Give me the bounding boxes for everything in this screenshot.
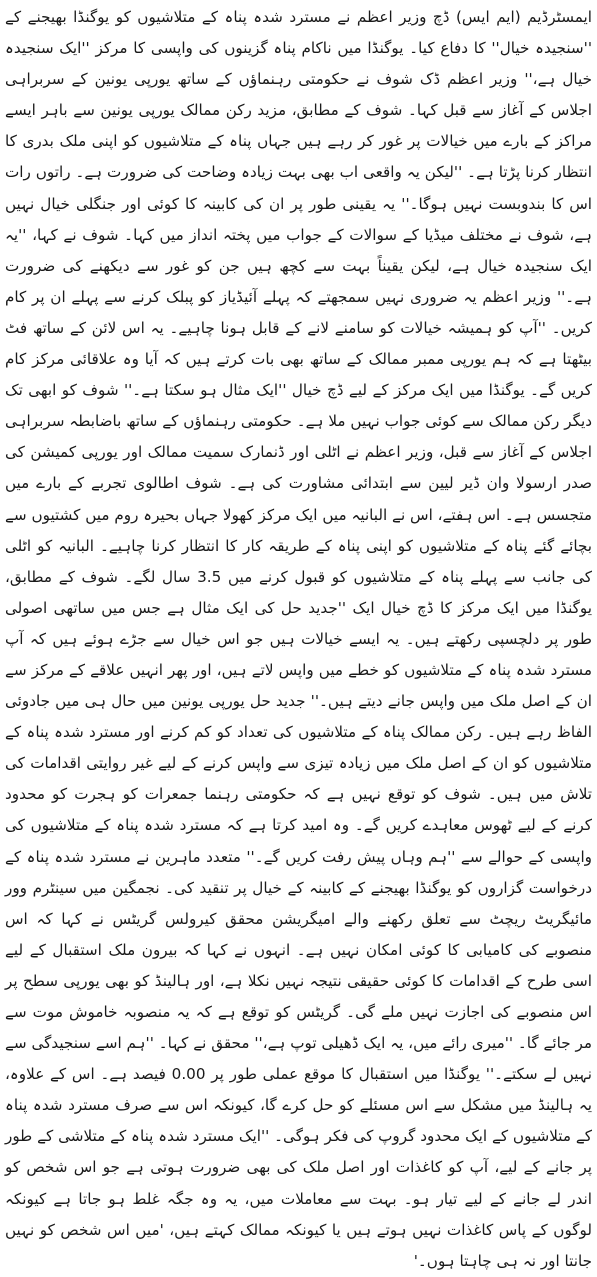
- article-body: ایمسٹرڈیم (ایم ایس) ڈچ وزیر اعظم نے مسترد شدہ پناہ کے متلاشیوں کو یوگنڈا بھیجنے کے ''سنجیدہ خیال'' کا دفاع کیا۔ یوگنڈا میں ناکام پناہ گزینوں کی واپسی کا مرکز ''ایک سنجیدہ خیال ہے،'' وزیر اعظم ڈک شوف نے حکومتی رہنماؤں کے ساتھ یورپی یونین کے سربراہی اجلاس کے آغاز سے قبل کہا۔ شوف کے مطابق، مزید رکن ممالک یورپی یونین سے باہر ایسے مراکز کے بارے میں خیالات پر غور کر رہے ہیں جہاں پناہ کے متلاشیوں کو اپنی ملک بدری کا انتظار کرنا پڑتا ہے۔ ''لیکن یہ واقعی اب بھی بہت زیادہ وضاحت کی ضرورت ہے۔ راتوں رات اس کا بندوبست نہیں ہوگا۔'' یہ یقینی طور پر ان کی کابینہ کا کوئی اور جنگلی خیال نہیں ہے، شوف نے مختلف میڈیا کے سوالات کے جواب میں پختہ انداز میں کہا۔ شوف نے کہا، ''یہ ایک سنجیدہ خیال ہے، لیکن یقیناً بہت سے کچھ ہیں جن کو غور سے دیکھنے کی ضرورت ہے۔'' وزیر اعظم یہ ضروری نہیں سمجھتے کہ پہلے آئیڈیاز کو پبلک کرنے سے پہلے ان پر کام کریں۔ ''آپ کو ہمیشہ خیالات کو سامنے لانے کے قابل ہونا چاہیے۔ یہ اس لائن کے ساتھ فٹ بیٹھتا ہے کہ ہم یورپی ممبر ممالک کے ساتھ بھی بات کرتے ہیں کہ آیا وہ علاقائی مرکز کام کریں گے۔ یوگنڈا میں ایک مرکز کے لیے ڈچ خیال ''ایک مثال ہو سکتا ہے۔'' شوف کو ابھی تک دیگر رکن ممالک سے کوئی جواب نہیں ملا ہے۔ حکومتی رہنماؤں کے ساتھ باضابطہ سربراہی اجلاس کے آغاز سے قبل، وزیر اعظم نے اٹلی اور ڈنمارک سمیت ممالک اور یورپی کمیشن کی صدر ارسولا وان ڈیر لیین سے ابتدائی مشاورت کی ہے۔ شوف اطالوی تجربے کے بارے میں متجسس ہے۔ اس ہفتے، اس نے البانیہ میں ایک مرکز کھولا جہاں بحیرہ روم میں کشتیوں سے بچائے گئے پناہ کے متلاشیوں کو اپنی پناہ کے طریقہ کار کا انتظار کرنا چاہیے۔ البانیہ کو اٹلی کی جانب سے پہلے پناہ کے متلاشیوں کو قبول کرنے میں 3.5 سال لگے۔ شوف کے مطابق، یوگنڈا میں ایک مرکز کا ڈچ خیال ایک ''جدید حل کی ایک مثال ہے جس میں ساتھی اصولی طور پر دلچسپی رکھتے ہیں۔ یہ ایسے خیالات ہیں جو اس خیال سے جڑے ہوئے ہیں کہ آپ مسترد شدہ پناہ کے متلاشیوں کو خطے میں واپس لاتے ہیں، اور پھر انہیں علاقے کے مرکز سے ان کے اصل ملک میں واپس جانے دیتے ہیں۔'' جدید حل یورپی یونین میں حال ہی میں جادوئی الفاظ رہے ہیں۔ رکن ممالک پناہ کے متلاشیوں کی تعداد کو کم کرنے اور مسترد شدہ پناہ کے متلاشیوں کو ان کے اصل ملک میں زیادہ تیزی سے واپس کرنے کے لیے غیر روایتی اقدامات کی تلاش میں ہیں۔ شوف کو توقع نہیں ہے کہ حکومتی رہنما جمعرات کو ہجرت کو محدود کرنے کے لیے ٹھوس معاہدے کریں گے۔ وہ امید کرتا ہے کہ مسترد شدہ پناہ کے متلاشیوں کی واپسی کے حوالے سے ''ہم وہاں پیش رفت کریں گے۔'' متعدد ماہرین نے مسترد شدہ پناہ کے درخواست گزاروں کو یوگنڈا بھیجنے کے کابینہ کے خیال پر تنقید کی۔ نجمگین میں سینٹرم وور مائیگریٹ ریچٹ سے تعلق رکھنے والے امیگریشن محقق کیرولس گریٹس نے کہا کہ اس منصوبے کی کامیابی کا کوئی امکان نہیں ہے۔ انہوں نے کہا کہ بیرون ملک استقبال کے لیے اسی طرح کے اقدامات کا کوئی حقیقی نتیجہ نہیں نکلا ہے، اور ہالینڈ کو بھی یورپی سطح پر اس منصوبے کی اجازت نہیں ملے گی۔ گریٹس کو توقع ہے کہ یہ منصوبہ خاموش موت سے مر جائے گا۔ ''میری رائے میں، یہ ایک ڈھیلی توپ ہے،'' محقق نے کہا۔ ''ہم اسے سنجیدگی سے نہیں لے سکتے۔'' یوگنڈا میں استقبال کا موقع عملی طور پر 0.00 فیصد ہے۔ اس کے علاوہ، یہ ہالینڈ میں مشکل سے اس مسئلے کو حل کرے گا، کیونکہ اس سے صرف مسترد شدہ پناہ کے متلاشیوں کے ایک محدود گروپ کی فکر ہوگی۔ ''ایک مسترد شدہ پناہ کے متلاشی کے طور پر جانے کے لیے، آپ کو کاغذات اور اصل ملک کی بھی ضرورت ہوتی ہے جو اس شخص کو اندر لے جانے کے لیے تیار ہو۔ بہت سے معاملات میں، یہ وہ جگہ غلط ہو جاتا ہے کیونکہ لوگوں کے پاس کاغذات نہیں ہوتے ہیں یا کیونکہ ممالک کہتے ہیں، 'میں اس شخص کو نہیں جانتا اور نہ ہی چاہتا ہوں۔': [5, 8, 592, 1270]
